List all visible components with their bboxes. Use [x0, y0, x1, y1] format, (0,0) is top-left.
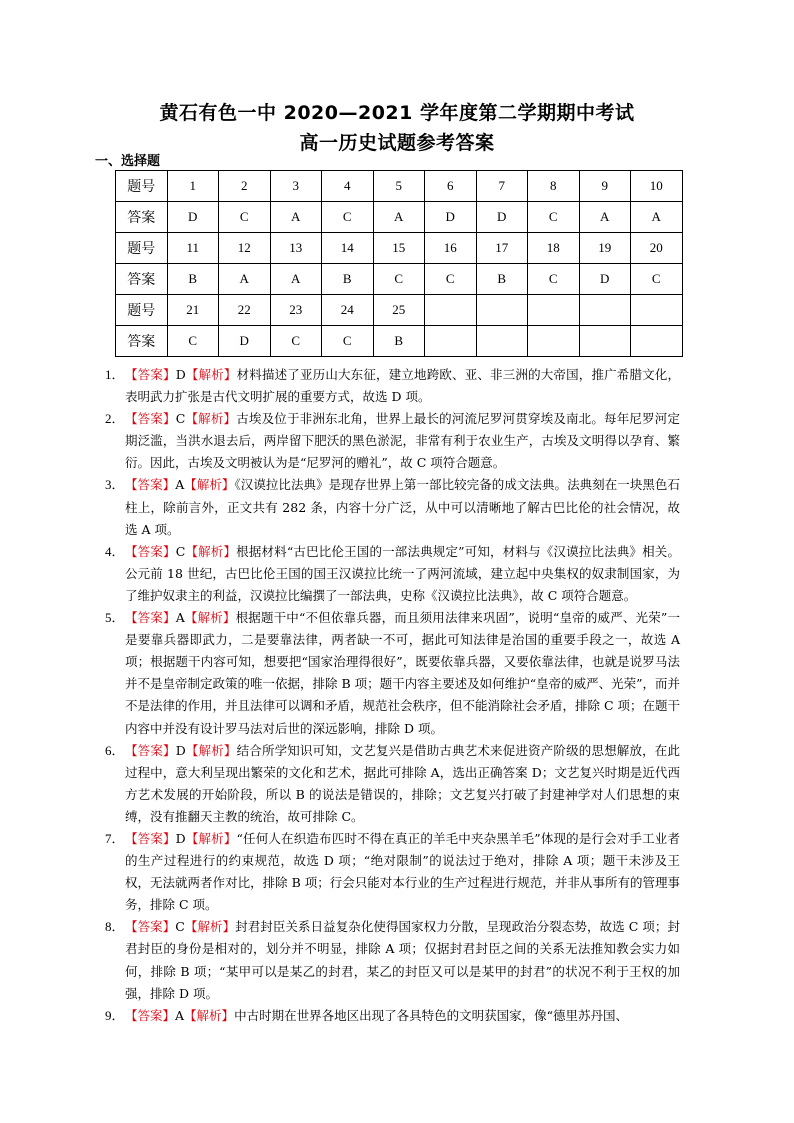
table-row — [116, 202, 683, 233]
item-number: 8． — [105, 919, 125, 935]
table-cell: D — [425, 202, 477, 233]
answer-item — [105, 916, 680, 1004]
table-cell — [528, 326, 580, 357]
answer-explanations — [105, 364, 680, 1027]
answer-item — [105, 828, 680, 916]
table-cell: B — [167, 264, 219, 295]
item-number: 2． — [105, 411, 125, 427]
answer-letter: D — [175, 830, 186, 846]
table-cell: C — [322, 326, 374, 357]
table-cell — [579, 295, 631, 326]
analysis-text: 根据题干中“不但依靠兵器，而且须用法律来巩固”，说明“皇帝的威严、光荣”一是要靠兵器即武力，二是要靠法律，两者缺一不可，据此可知法律是治国的重要手段之一，故选 A 项；根据题干内容可知，想要把“国家治理得很好”，既要依靠兵器，又要依靠法律，也就是说罗马法并不是皇帝制定政策的唯一依据，排除 B 项；题干内容主要述及如何维护“皇帝的威严、光荣”，而并不是法律的作用，并且法律可以调和矛盾，规范社会秩序，但不能消除社会矛盾，排除 C 项；在题干内容中并没有设计罗马法对后世的深远影响，排除 D 项。 — [125, 610, 681, 736]
answer-tag: 【答案】 — [125, 919, 176, 935]
analysis-tag: 【解析】 — [185, 742, 237, 758]
analysis-tag: 【解析】 — [184, 1007, 235, 1023]
analysis-tag: 【解析】 — [185, 411, 237, 427]
table-cell — [476, 295, 528, 326]
analysis-text: 古埃及位于非洲东北角，世界上最长的河流尼罗河贯穿埃及南北。每年尼罗河定期泛滥，当洪水退去后，两岸留下肥沃的黑色淤泥，非常有利于农业生产，古埃及文明得以孕育、繁衍。因此，古埃及文明被认为是“尼罗河的赠礼”，故 C 项符合题意。 — [125, 411, 680, 471]
answer-tag: 【答案】 — [125, 830, 176, 846]
document-title: 黄石有色一中 2020—2021 学年度第二学期期中考试 — [159, 102, 635, 124]
answer-letter: A — [175, 477, 185, 493]
analysis-text: 封君封臣关系日益复杂化使得国家权力分散，呈现政治分裂态势，故选 C 项；封君封臣的身份是相对的，划分并不明显，排除 A 项；仅据封君封臣之间的关系无法推知教会实力如何，排除 B 项；“某甲可以是某乙的封君，某乙的封臣又可以是某甲的封君”的状况不利于王权的加强，排除 D 项。 — [125, 919, 680, 1001]
answer-item — [105, 408, 680, 474]
table-cell — [528, 295, 580, 326]
item-number: 5． — [105, 610, 125, 626]
table-cell: 4 — [322, 171, 374, 202]
answer-tag: 【答案】 — [125, 742, 176, 758]
table-cell — [425, 326, 477, 357]
table-cell: 1 — [167, 171, 219, 202]
answer-table — [115, 170, 683, 357]
row-header-cell: 题号 — [116, 171, 168, 202]
table-cell: B — [322, 264, 374, 295]
table-cell: 21 — [167, 295, 219, 326]
answer-tag: 【答案】 — [125, 411, 176, 427]
answer-letter: D — [175, 742, 186, 758]
table-cell: 17 — [476, 233, 528, 264]
table-cell: D — [476, 202, 528, 233]
answer-item — [105, 364, 680, 408]
item-number: 6． — [105, 742, 125, 758]
table-cell: 20 — [631, 233, 683, 264]
table-cell: 7 — [476, 171, 528, 202]
answer-letter: D — [175, 367, 186, 382]
table-cell — [631, 326, 683, 357]
table-cell: A — [631, 202, 683, 233]
table-cell — [425, 295, 477, 326]
table-cell: 12 — [219, 233, 271, 264]
table-cell: 15 — [373, 233, 425, 264]
table-cell: B — [476, 264, 528, 295]
table-cell: 24 — [322, 295, 374, 326]
analysis-text: “任何人在织造布匹时不得在真正的羊毛中夹杂黑羊毛”体现的是行会对手工业者的生产过程进行的约束规范，故选 D 项；“绝对限制”的说法过于绝对，排除 A 项；题干未涉及王权，无法就两者作对比，排除 B 项；行会只能对本行业的生产过程进行规范，并非从事所有的管理事务，排除 C 项。 — [125, 830, 680, 913]
table-cell: D — [219, 326, 271, 357]
section-heading: 一、选择题 — [95, 154, 161, 169]
table-cell: 16 — [425, 233, 477, 264]
row-header-cell: 题号 — [116, 233, 168, 264]
row-header-cell: 答案 — [116, 326, 168, 357]
analysis-text: 《汉谟拉比法典》是现存世界上第一部比较完备的成文法典。法典刻在一块黑色石柱上，除前言外，正文共有 282 条，内容十分广泛，从中可以清晰地了解古巴比伦的社会情况，故选 A 项。 — [125, 477, 680, 537]
item-number: 9． — [105, 1007, 125, 1023]
answer-letter: C — [175, 411, 186, 427]
answer-tag: 【答案】 — [125, 477, 176, 493]
table-cell: A — [219, 264, 271, 295]
item-number: 7． — [105, 830, 125, 846]
answer-letter: C — [175, 543, 186, 559]
answer-letter: A — [175, 610, 185, 626]
row-header-cell: 答案 — [116, 264, 168, 295]
table-cell: D — [579, 264, 631, 295]
table-cell — [476, 326, 528, 357]
answer-item — [105, 740, 680, 828]
table-cell: C — [270, 326, 322, 357]
table-cell: 13 — [270, 233, 322, 264]
table-cell — [579, 326, 631, 357]
table-cell: C — [631, 264, 683, 295]
table-row — [116, 171, 683, 202]
row-header-cell: 题号 — [116, 295, 168, 326]
analysis-tag: 【解析】 — [184, 610, 236, 626]
table-cell: D — [167, 202, 219, 233]
table-cell: 5 — [373, 171, 425, 202]
table-cell — [631, 295, 683, 326]
table-cell: A — [270, 202, 322, 233]
analysis-tag: 【解析】 — [185, 830, 237, 846]
table-cell: 25 — [373, 295, 425, 326]
table-cell: 6 — [425, 171, 477, 202]
table-cell: C — [528, 264, 580, 295]
analysis-tag: 【解析】 — [184, 919, 236, 935]
item-number: 4． — [105, 543, 125, 559]
table-cell: 18 — [528, 233, 580, 264]
table-cell: A — [270, 264, 322, 295]
document-subtitle: 高一历史试题参考答案 — [299, 132, 495, 154]
table-cell: 2 — [219, 171, 271, 202]
answer-item — [105, 607, 680, 740]
analysis-text: 根据材料“古巴比伦王国的一部法典规定”可知，材料与《汉谟拉比法典》相关。公元前 18 世纪，古巴比伦王国的国王汉谟拉比统一了两河流域，建立起中央集权的奴隶制国家，为了维护奴隶主的利益，汉谟拉比编撰了一部法典，史称《汉谟拉比法典》，故 C 项符合题意。 — [125, 543, 680, 603]
table-row — [116, 233, 683, 264]
table-cell: C — [167, 326, 219, 357]
analysis-text: 材料描述了亚历山大东征，建立地跨欧、亚、非三洲的大帝国，推广希腊文化，表明武力扩张是古代文明扩展的重要方式，故选 D 项。 — [125, 367, 680, 405]
table-cell: 23 — [270, 295, 322, 326]
table-cell: 8 — [528, 171, 580, 202]
answer-tag: 【答案】 — [125, 1007, 176, 1023]
answer-item — [105, 474, 680, 540]
item-number: 3． — [105, 477, 125, 493]
row-header-cell: 答案 — [116, 202, 168, 233]
item-number: 1． — [105, 367, 125, 382]
table-cell: 3 — [270, 171, 322, 202]
answer-letter: C — [175, 919, 185, 935]
table-cell: C — [373, 264, 425, 295]
table-cell: C — [528, 202, 580, 233]
table-cell: 9 — [579, 171, 631, 202]
table-cell: C — [219, 202, 271, 233]
table-cell: A — [579, 202, 631, 233]
analysis-tag: 【解析】 — [185, 543, 237, 559]
table-cell: 11 — [167, 233, 219, 264]
answer-item — [105, 1005, 680, 1027]
analysis-tag: 【解析】 — [184, 477, 235, 493]
analysis-tag: 【解析】 — [185, 367, 237, 382]
table-cell: B — [373, 326, 425, 357]
table-cell: 19 — [579, 233, 631, 264]
answer-tag: 【答案】 — [125, 543, 176, 559]
table-row — [116, 295, 683, 326]
table-cell: C — [425, 264, 477, 295]
answer-tag: 【答案】 — [125, 367, 176, 382]
answer-tag: 【答案】 — [125, 610, 176, 626]
table-cell: C — [322, 202, 374, 233]
table-cell: A — [373, 202, 425, 233]
answer-item — [105, 541, 680, 607]
table-cell: 14 — [322, 233, 374, 264]
analysis-text: 中古时期在世界各地区出现了各具特色的文明获国家，像“德里苏丹国、 — [234, 1007, 628, 1023]
table-row — [116, 264, 683, 295]
answer-letter: A — [175, 1007, 185, 1023]
table-row — [116, 326, 683, 357]
table-cell: 22 — [219, 295, 271, 326]
analysis-text: 结合所学知识可知，文艺复兴是借助古典艺术来促进资产阶级的思想解放，在此过程中，意大利呈现出繁荣的文化和艺术，据此可排除 A，选出正确答案 D；文艺复兴时期是近代西方艺术发展的开始阶段，所以 B 的说法是错误的，排除；文艺复兴打破了封建神学对人们思想的束缚，没有推翻天主教的统治，故可排除 C。 — [125, 742, 680, 824]
table-cell: 10 — [631, 171, 683, 202]
